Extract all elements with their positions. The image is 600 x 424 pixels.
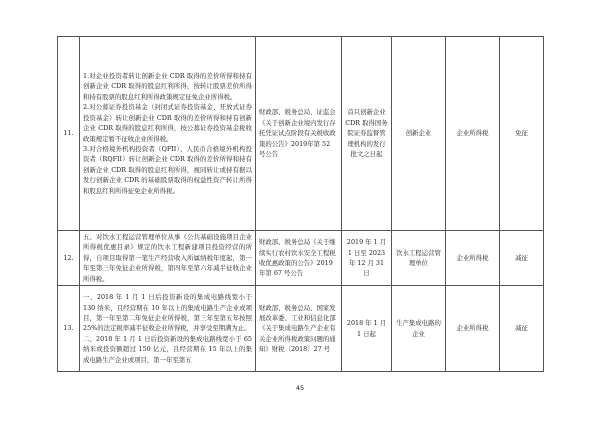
policy-target: 生产集成电路的企业 <box>392 286 446 372</box>
content-paragraph: 1.对企业投资者转让创新企业 CDR 取得的差价所得和持有创新企业 CDR 取得的股息红利所得，按转让股票差价所得和持有股票的股息红利所得政策规定征免企业所得税。 <box>83 72 252 101</box>
policy-content <box>80 37 256 231</box>
policy-source: 财政部、税务总局、国家发展改革委、工业和信息化部《关于集成电路生产企业有关企业所得税政策问题的通知》财税〔2018〕27 号 <box>256 286 342 372</box>
content-paragraph: 2.对公募证券投资基金（封闭式证券投资基金、开放式证券投资基金）转让创新企业 CDR 取得的差价所得和持有创新企业 CDR 取得的股息红利所得，按公募证券投资基金税收政策规定暂不征收企业所得税。 <box>83 103 252 143</box>
policy-period: 首只创新企业 CDR 取得国务院证券监督管理机构的发行批文之日起 <box>342 37 392 231</box>
policy-content <box>80 286 256 372</box>
tax-type: 企业所得税 <box>446 286 500 372</box>
table-row <box>58 37 544 231</box>
policy-period: 2019 年 1 月 1 日至 2023 年 12 月 31 日 <box>342 231 392 286</box>
policy-source: 财政部、税务总局《关于继续实行农村饮水安全工程税收优惠政策的公告》2019 年第 67 号公告 <box>256 231 342 286</box>
content-paragraph: 一、2018 年 1 月 1 日后投资新设的集成电路线宽小于 130 纳米，且经营期在 10 年以上的集成电路生产企业或项目，第一年至第二年免征企业所得税，第三年至第五年按照 25%的法定税率减半征收企业所得税，并享受至期满为止。 <box>83 293 252 333</box>
policy-target: 创新企业 <box>392 37 446 231</box>
policy-content <box>80 231 256 286</box>
tax-type: 企业所得税 <box>446 231 500 286</box>
row-index: 11. <box>58 37 80 231</box>
page-number: 45 <box>295 384 305 392</box>
row-index: 12. <box>58 231 80 286</box>
content-paragraph: 五、对饮水工程运营管理单位从事《公共基础设施项目企业所得税优惠目录》规定的饮水工程新建项目投资经营的所得，自项目取得第一笔生产经营收入所属纳税年度起，第一年至第三年免征企业所得税，第四年至第六年减半征收企业所得税。 <box>83 233 252 283</box>
policy-target: 饮水工程运营管理单位 <box>392 231 446 286</box>
relief-method: 减征 <box>500 231 544 286</box>
content-paragraph: 3.对合格境外机构投资者（QFII）、人民币合格境外机构投资者（RQFII）转让创新企业 CDR 取得的差价所得和持有创新企业 CDR 取得的股息红利所得，视同转让或持有据以发行创新企业 CDR 的基础股票取得的权益性资产转让所得和股息红利所得征免企业所得税。 <box>83 144 252 195</box>
table-row <box>58 231 544 286</box>
policy-period: 2018 年 1 月 1 日起 <box>342 286 392 372</box>
relief-method: 免征 <box>500 37 544 231</box>
content-paragraph: 二、2018 年 1 月 1 日后投资新设的集成电路线宽小于 65 纳米或投资额超过 150 亿元，且经营期在 15 年以上的集成电路生产企业或项目，第一年至第五 <box>83 334 252 364</box>
row-index: 13. <box>58 286 80 372</box>
tax-type: 企业所得税 <box>446 37 500 231</box>
table-row <box>58 286 544 372</box>
relief-method: 减征 <box>500 286 544 372</box>
policy-source: 财政部、税务总局、证监会《关于创新企业境内发行存托凭证试点阶段有关税收政策的公告》2019年第 52 号公告 <box>256 37 342 231</box>
policy-table <box>57 36 544 372</box>
